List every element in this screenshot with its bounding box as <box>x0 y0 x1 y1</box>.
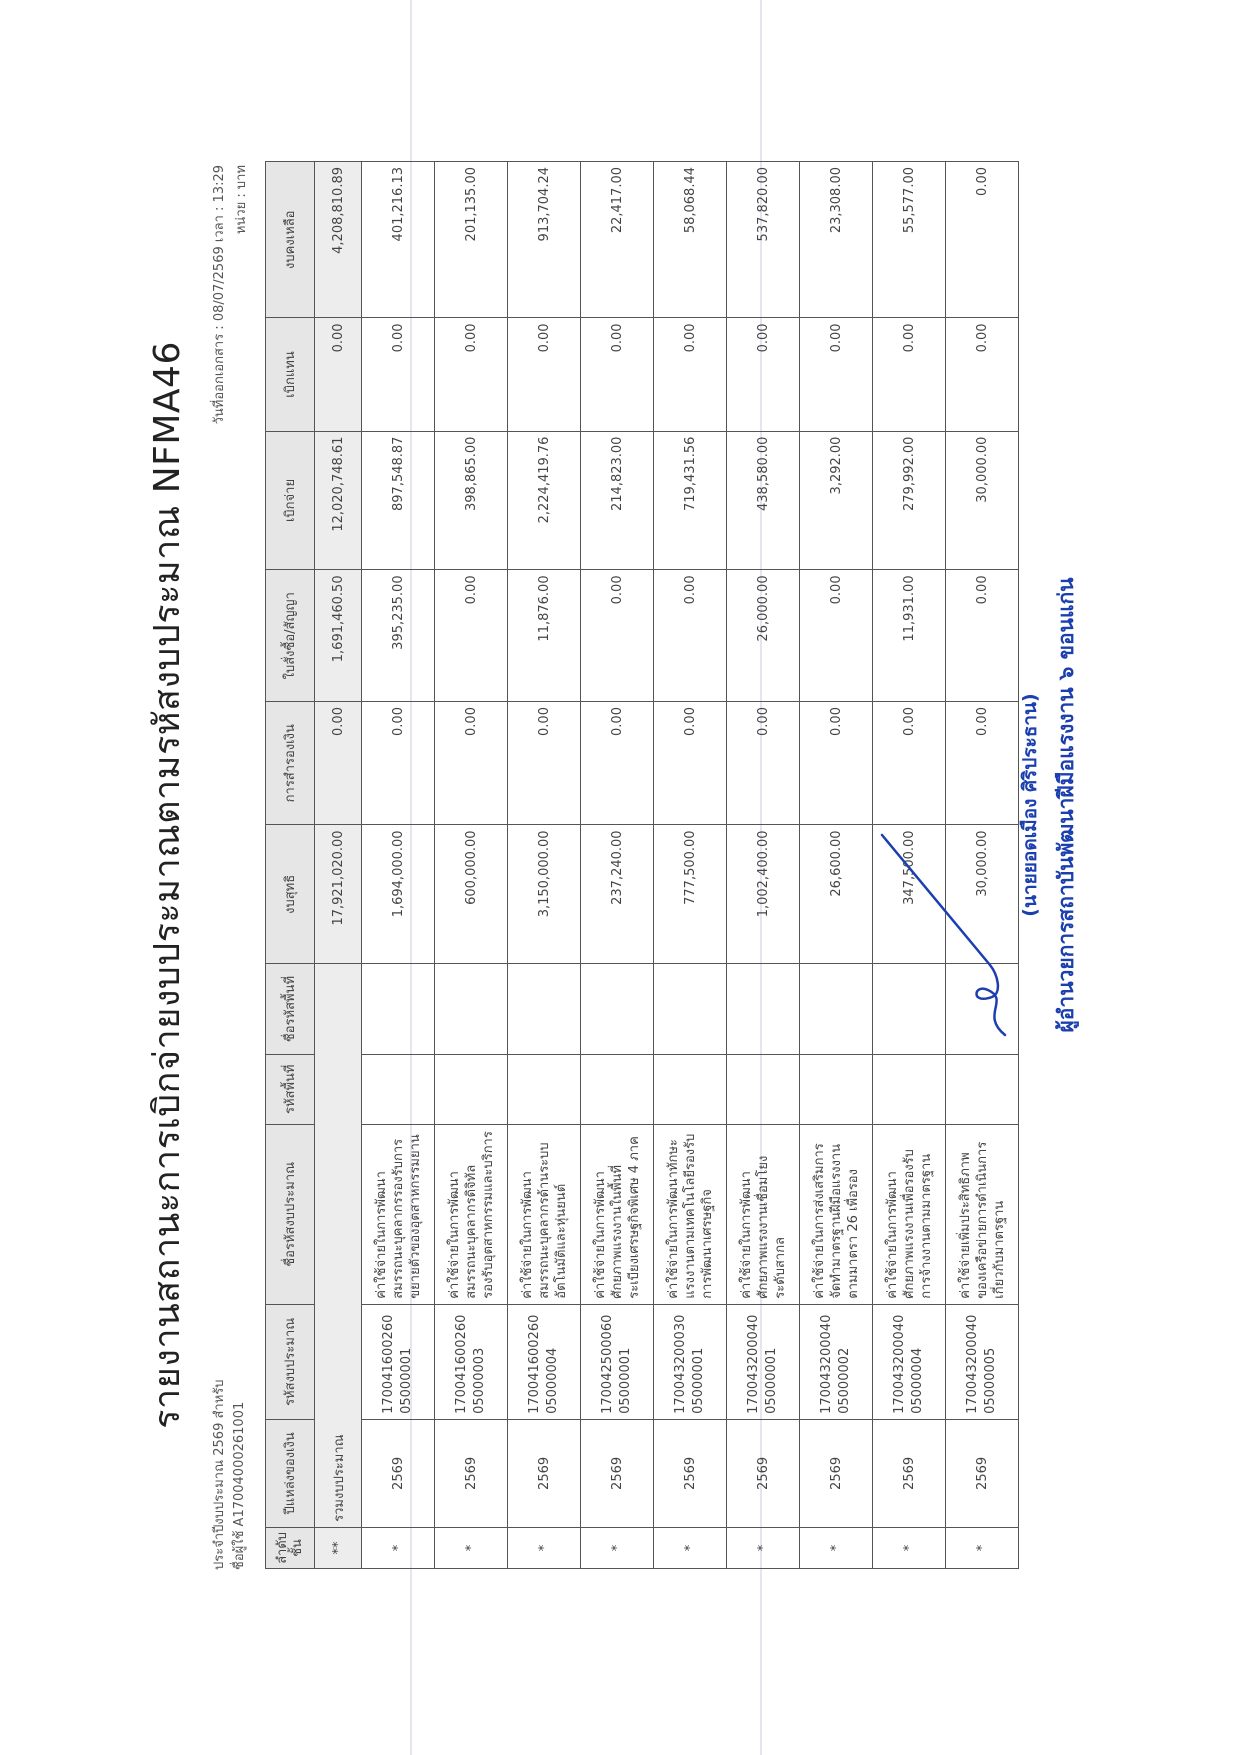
col-header-level: ลำดับชั้น <box>266 1527 315 1568</box>
row-area-name <box>362 964 435 1055</box>
total-label: รวมงบประมาณ <box>315 964 362 1528</box>
row-po-contract: 11,931.00 <box>873 570 946 702</box>
row-net-budget: 26,600.00 <box>800 825 873 964</box>
row-net-budget: 1,002,400.00 <box>727 825 800 964</box>
row-year: 2569 <box>873 1419 946 1527</box>
row-budget-code: 17004160026005000004 <box>508 1304 581 1419</box>
row-year: 2569 <box>508 1419 581 1527</box>
row-reserve: 0.00 <box>654 702 727 825</box>
row-budget-code: 17004250006005000001 <box>581 1304 654 1419</box>
row-net-budget: 30,000.00 <box>946 825 1019 964</box>
row-budget-name: ค่าใช้จ่ายในการส่งเสริมการจัดทำมาตรฐานฝีมือแรงงานตามมาตรา 26 เพื่อรอง <box>800 1124 873 1304</box>
col-header-area-code: รหัสพื้นที่ <box>266 1054 315 1124</box>
row-area-code <box>362 1054 435 1124</box>
row-disbursed-for: 0.00 <box>435 318 508 431</box>
signatory-name: (นายยอดเมือง ศิริประธาน) <box>1019 693 1041 917</box>
user-line: ชื่อผู้ใช้ A17004000261001 <box>232 1401 247 1570</box>
print-date-line: วันที่ออกเอกสาร : 08/07/2569 เวลา : 13:29 <box>212 165 227 425</box>
total-row <box>315 162 362 1569</box>
row-remaining: 22,417.00 <box>581 162 654 318</box>
row-year: 2569 <box>581 1419 654 1527</box>
table-row <box>435 162 508 1569</box>
row-po-contract: 26,000.00 <box>727 570 800 702</box>
row-level: * <box>435 1527 508 1568</box>
row-budget-name: ค่าใช้จ่ายในการพัฒนาสมรรถนะบุคลากรรองรับการขยายตัวของอุตสาหกรรมยาน <box>362 1124 435 1304</box>
row-budget-code: 17004160026005000001 <box>362 1304 435 1419</box>
row-budget-code: 17004320004005000002 <box>800 1304 873 1419</box>
row-area-code <box>654 1054 727 1124</box>
row-disbursed-for: 0.00 <box>654 318 727 431</box>
col-header-budget-name: ชื่อรหัสงบประมาณ <box>266 1124 315 1304</box>
col-header-source-year: ปีแหล่งของเงิน <box>266 1419 315 1527</box>
row-remaining: 913,704.24 <box>508 162 581 318</box>
row-po-contract: 11,876.00 <box>508 570 581 702</box>
fiscal-year-line: ประจำปีงบประมาณ 2569 สำหรับ <box>212 1379 227 1570</box>
col-header-disbursed-for: เบิกแทน <box>266 318 315 431</box>
row-net-budget: 600,000.00 <box>435 825 508 964</box>
row-budget-name: ค่าใช้จ่ายในการพัฒนาสมรรถนะบุคลากรดิจิทัลรองรับอุตสาหกรรมและบริการ <box>435 1124 508 1304</box>
row-disbursed-for: 0.00 <box>800 318 873 431</box>
row-budget-code: 17004320003005000001 <box>654 1304 727 1419</box>
row-year: 2569 <box>654 1419 727 1527</box>
row-reserve: 0.00 <box>946 702 1019 825</box>
total-disbursed: 12,020,748.61 <box>315 431 362 570</box>
row-year: 2569 <box>362 1419 435 1527</box>
table-row <box>508 162 581 1569</box>
row-reserve: 0.00 <box>508 702 581 825</box>
row-disbursed-for: 0.00 <box>508 318 581 431</box>
row-area-code <box>581 1054 654 1124</box>
total-net-budget: 17,921,020.00 <box>315 825 362 964</box>
row-level: * <box>873 1527 946 1568</box>
table-row <box>727 162 800 1569</box>
row-year: 2569 <box>435 1419 508 1527</box>
row-disbursed: 897,548.87 <box>362 431 435 570</box>
row-net-budget: 777,500.00 <box>654 825 727 964</box>
col-header-budget-code: รหัสงบประมาณ <box>266 1304 315 1419</box>
row-budget-name: ค่าใช้จ่ายเพิ่มประสิทธิภาพของเครือข่ายการดำเนินการเกี่ยวกับมาตรฐาน <box>946 1124 1019 1304</box>
table-row <box>654 162 727 1569</box>
row-disbursed: 398,865.00 <box>435 431 508 570</box>
col-header-po-contract: ใบสั่งซื้อ/สัญญา <box>266 570 315 702</box>
row-budget-name: ค่าใช้จ่ายในการพัฒนาศักยภาพแรงงานเพื่อรองรับการจ้างงานตามมาตรฐาน <box>873 1124 946 1304</box>
col-header-reserve: การสำรองเงิน <box>266 702 315 825</box>
row-reserve: 0.00 <box>581 702 654 825</box>
row-area-code <box>435 1054 508 1124</box>
row-disbursed: 2,224,419.76 <box>508 431 581 570</box>
row-po-contract: 0.00 <box>946 570 1019 702</box>
signature-stroke <box>882 835 1005 1035</box>
row-area-name <box>727 964 800 1055</box>
row-budget-code: 17004320004005000001 <box>727 1304 800 1419</box>
total-disbursed-for: 0.00 <box>315 318 362 431</box>
col-header-remaining: งบคงเหลือ <box>266 162 315 318</box>
row-disbursed-for: 0.00 <box>362 318 435 431</box>
table-row <box>581 162 654 1569</box>
row-po-contract: 0.00 <box>800 570 873 702</box>
row-reserve: 0.00 <box>435 702 508 825</box>
row-year: 2569 <box>946 1419 1019 1527</box>
row-remaining: 537,820.00 <box>727 162 800 318</box>
signature-scribble <box>870 805 1020 1045</box>
row-level: * <box>727 1527 800 1568</box>
row-area-code <box>873 1054 946 1124</box>
row-po-contract: 0.00 <box>435 570 508 702</box>
row-reserve: 0.00 <box>727 702 800 825</box>
row-net-budget: 1,694,000.00 <box>362 825 435 964</box>
col-header-net-budget: งบสุทธิ <box>266 825 315 964</box>
row-disbursed: 214,823.00 <box>581 431 654 570</box>
row-net-budget: 237,240.00 <box>581 825 654 964</box>
row-area-code <box>508 1054 581 1124</box>
row-disbursed-for: 0.00 <box>727 318 800 431</box>
row-remaining: 55,577.00 <box>873 162 946 318</box>
row-po-contract: 395,235.00 <box>362 570 435 702</box>
row-area-name <box>508 964 581 1055</box>
row-disbursed-for: 0.00 <box>581 318 654 431</box>
row-area-name <box>654 964 727 1055</box>
signatory-position: ผู้อำนวยการสถาบันพัฒนาฝีมือแรงงาน ๖ ขอนแก่น <box>1054 577 1078 1033</box>
row-area-name <box>435 964 508 1055</box>
row-area-code <box>727 1054 800 1124</box>
row-reserve: 0.00 <box>362 702 435 825</box>
row-remaining: 401,216.13 <box>362 162 435 318</box>
row-level: * <box>581 1527 654 1568</box>
row-area-name <box>800 964 873 1055</box>
row-budget-code: 17004320004005000004 <box>873 1304 946 1419</box>
row-level: * <box>800 1527 873 1568</box>
unit-line: หน่วย : บาท <box>234 165 249 235</box>
row-area-code <box>800 1054 873 1124</box>
row-area-code <box>946 1054 1019 1124</box>
report-title: รายงานสถานะการเบิกจ่ายงบประมาณตามรหัสงบประมาณ NFMA46 <box>147 341 188 1429</box>
row-level: * <box>508 1527 581 1568</box>
total-level: ** <box>315 1527 362 1568</box>
row-level: * <box>654 1527 727 1568</box>
row-remaining: 201,135.00 <box>435 162 508 318</box>
table-header-row <box>266 162 315 1569</box>
row-budget-name: ค่าใช้จ่ายในการพัฒนาศักยภาพแรงงานเชื่อมโยงระดับสากล <box>727 1124 800 1304</box>
row-remaining: 58,068.44 <box>654 162 727 318</box>
row-budget-code: 17004320004005000005 <box>946 1304 1019 1419</box>
row-disbursed: 438,580.00 <box>727 431 800 570</box>
row-net-budget: 3,150,000.00 <box>508 825 581 964</box>
rotated-report-page <box>90 105 1150 1665</box>
row-remaining: 0.00 <box>946 162 1019 318</box>
col-header-disbursed: เบิกจ่าย <box>266 431 315 570</box>
table-row <box>362 162 435 1569</box>
row-level: * <box>362 1527 435 1568</box>
row-budget-name: ค่าใช้จ่ายในการพัฒนาสมรรถนะบุคลากรด้านระบบอัตโนมัติและหุ่นยนต์ <box>508 1124 581 1304</box>
row-budget-name: ค่าใช้จ่ายในการพัฒนาศักยภาพแรงงานในพื้นที่ระเบียงเศรษฐกิจพิเศษ 4 ภาค <box>581 1124 654 1304</box>
row-disbursed: 719,431.56 <box>654 431 727 570</box>
row-reserve: 0.00 <box>800 702 873 825</box>
row-disbursed-for: 0.00 <box>873 318 946 431</box>
row-disbursed: 3,292.00 <box>800 431 873 570</box>
row-disbursed: 30,000.00 <box>946 431 1019 570</box>
row-remaining: 23,308.00 <box>800 162 873 318</box>
row-year: 2569 <box>727 1419 800 1527</box>
total-reserve: 0.00 <box>315 702 362 825</box>
row-po-contract: 0.00 <box>654 570 727 702</box>
row-budget-name: ค่าใช้จ่ายในการพัฒนาทักษะแรงงานตามเทคโนโลยีรองรับการพัฒนาเศรษฐกิจ <box>654 1124 727 1304</box>
total-remaining: 4,208,810.89 <box>315 162 362 318</box>
total-po-contract: 1,691,460.50 <box>315 570 362 702</box>
row-disbursed-for: 0.00 <box>946 318 1019 431</box>
row-level: * <box>946 1527 1019 1568</box>
col-header-area-name: ชื่อรหัสพื้นที่ <box>266 964 315 1055</box>
row-budget-code: 17004160026005000003 <box>435 1304 508 1419</box>
row-po-contract: 0.00 <box>581 570 654 702</box>
row-net-budget: 347,500.00 <box>873 825 946 964</box>
row-area-name <box>581 964 654 1055</box>
row-reserve: 0.00 <box>873 702 946 825</box>
table-row <box>800 162 873 1569</box>
row-disbursed: 279,992.00 <box>873 431 946 570</box>
row-year: 2569 <box>800 1419 873 1527</box>
